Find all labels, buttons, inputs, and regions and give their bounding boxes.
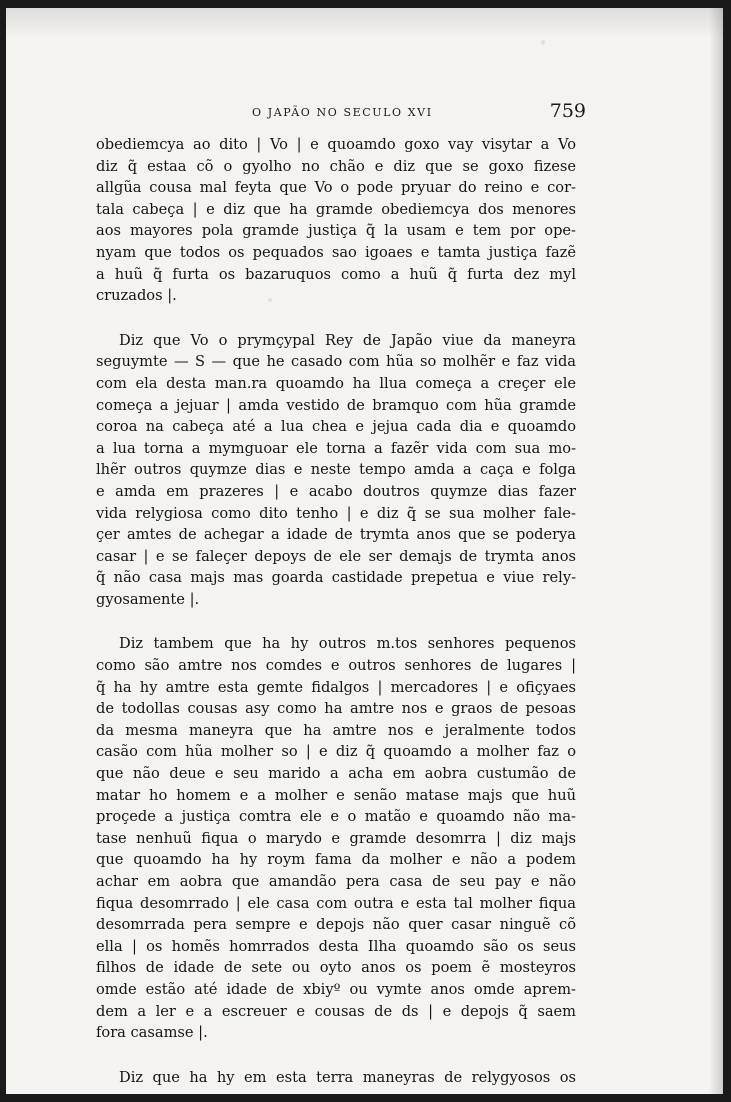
text-line: aos mayores pola gramde justiça q̃ la usam e tem por ope- [96,222,576,240]
text-line: proçede a justiça comtra ele e o matão e quoamdo não ma- [96,808,576,826]
text-line: obediemcya ao dito | Vo | e quoamdo goxo vay visytar a Vo [96,136,576,153]
text-line: Diz que Vo o prymçypal Rey de Japão viue da maneyra [119,331,576,349]
text-line: lhẽr outros quymze dias e neste tempo amda a caça e folga [96,461,576,479]
page-number: 759 [549,100,586,122]
paragraph-1 [96,134,576,307]
text-line: matar ho homem e a molher e senão matase majs que huũ [96,786,576,804]
text-line: da mesma maneyra que ha amtre nos e jeralmente todos [96,721,576,739]
running-title: O JAPÃO NO SECULO XVI [252,106,433,119]
text-line: casar | e se faleçer depoys de ele ser demajs de trymta anos [96,547,576,565]
scan-shadow-top [6,8,723,38]
paragraph-4 [96,1067,576,1089]
text-line: a huũ q̃ furta os bazaruquos como a huũ q̃ furta dez myl [96,265,576,283]
text-line: como são amtre nos comdes e outros senhores de lugares | [96,657,576,675]
text-line: q̃ não casa majs mas goarda castidade prepetua e viue rely- [96,569,576,587]
text-line: seguymte — S — que he casado com hũa so molhẽr e faz vida [96,353,576,371]
text-line: que quoamdo ha hy roym fama da molher e não a podem [96,851,576,869]
text-line: com ela desta man.ra quoamdo ha llua começa a creçer ele [96,374,576,392]
text-line: de todollas cousas asy como ha amtre nos e graos de pesoas [96,700,576,718]
text-line: nyam que todos os pequados sao igoaes e tamta justiça fazẽ [96,243,576,261]
text-line: coroa na cabeça até a lua chea e jejua cada dia e quoamdo [96,418,576,436]
text-line: fora casamse |. [96,1024,208,1042]
paragraph-3 [96,633,576,1043]
text-line: vida relygiosa como dito tenho | e diz q̃ se sua molher fale- [96,504,576,522]
ink-speck [541,40,545,45]
book-page [6,8,723,1094]
text-line: casão com hũa molher so | e diz q̃ quoamdo a molher faz o [96,743,576,761]
text-line: Diz que ha hy em esta terra maneyras de relygyosos os [119,1068,576,1086]
body-text [96,134,576,1094]
text-line: dem a ler e a escreuer e cousas de ds | e depojs q̃ saem [96,1002,576,1020]
text-line: fiqua desomrrado | ele casa com outra e esta tal molher fiqua [96,894,576,912]
paragraph-2 [96,330,576,611]
text-line: começa a jejuar | amda vestido de bramquo com hũa gramde [96,396,576,414]
text-line: cruzados |. [96,287,177,305]
text-line: omde estão até idade de xbiyº ou vymte anos omde aprem- [96,980,576,998]
text-line: que não deue e seu marido a acha em aobra custumão de [96,765,576,783]
text-line: allgũa cousa mal feyta que Vo o pode pryuar do reino e cor- [96,179,576,197]
text-line: Diz tambem que ha hy outros m.tos senhores pequenos [119,635,576,653]
text-line: filhos de idade de sete ou oyto anos os poem ẽ mosteyros [96,959,576,977]
page-header [96,100,586,124]
text-line: achar em aobra que amandão pera casa de seu pay e não [96,873,576,890]
text-line: gyosamente |. [96,590,200,608]
text-line: desomrrada pera sempre e depojs não quer casar ninguẽ cõ [96,916,576,934]
text-line: çer amtes de achegar a idade de trymta anos que se poderya [96,526,576,544]
text-line: ella | os homẽs homrrados desta Ilha quoamdo são os seus [96,937,576,955]
text-line: q̃ ha hy amtre esta gemte fidalgos | mercadores | e ofiçyaes [96,678,576,696]
text-line: tase nenhuũ fiqua o marydo e gramde desomrra | diz majs [96,829,576,847]
text-line: tala cabeça | e diz que ha gramde obediemcya dos menores [96,200,576,218]
text-line: diz q̃ estaa cõ o gyolho no chão e diz que se goxo fizese [96,157,576,175]
text-line: e amda em prazeres | e acabo doutros quymze dias fazer [96,482,576,500]
text-line: a lua torna a mymguoar ele torna a fazẽr vida com sua mo- [96,439,576,457]
scan-shadow-right [709,8,723,1094]
